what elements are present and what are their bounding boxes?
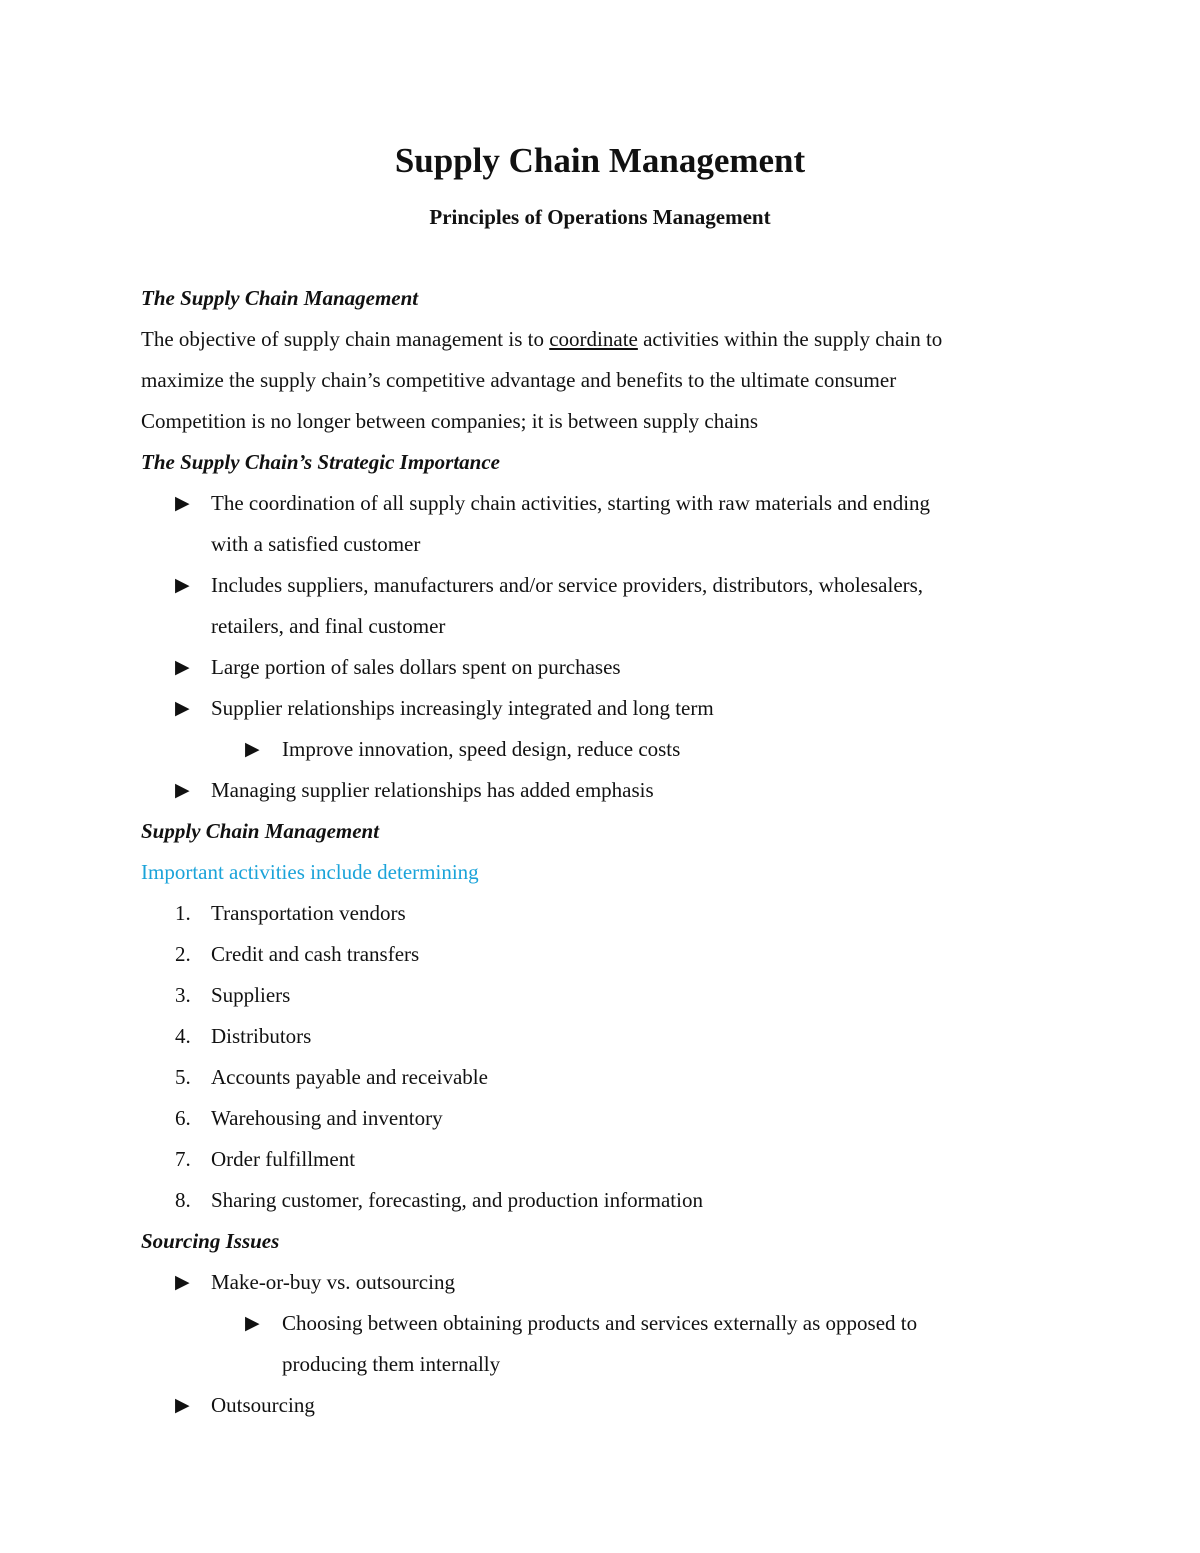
paragraph-objective (141, 319, 1071, 360)
list-text: Suppliers (211, 983, 291, 1007)
section-heading-sourcing-issues: Sourcing Issues (141, 1229, 280, 1253)
sub-bullet-item-cont: producing them internally (282, 1352, 501, 1376)
section-heading-supply-chain-management: The Supply Chain Management (141, 286, 419, 310)
bullet-text: Managing supplier relationships has added emphasis (211, 778, 654, 802)
sub-bullet-item (141, 1303, 1071, 1344)
bullet-arrow-icon: ▶ (245, 1313, 260, 1334)
list-number: 7. (175, 1147, 191, 1171)
bullet-item-cont: with a satisfied customer (211, 532, 421, 556)
paragraph-text: The objective of supply chain management is to (141, 327, 550, 351)
bullet-item (141, 1385, 1071, 1426)
list-item (141, 1016, 1071, 1057)
bullet-item-cont: retailers, and final customer (211, 614, 446, 638)
document-subtitle: Principles of Operations Management (429, 205, 771, 229)
bullet-arrow-icon: ▶ (175, 1272, 190, 1293)
list-text: Accounts payable and receivable (211, 1065, 488, 1089)
bullet-text: Large portion of sales dollars spent on purchases (211, 655, 621, 679)
bullet-text: Includes suppliers, manufacturers and/or service providers, distributors, wholesalers, (211, 573, 924, 597)
list-text: Warehousing and inventory (211, 1106, 443, 1130)
list-item (141, 1180, 1071, 1221)
bullet-arrow-icon: ▶ (175, 780, 190, 801)
document-title: Supply Chain Management (394, 141, 806, 180)
list-number: 3. (175, 983, 191, 1007)
bullet-text: Make-or-buy vs. outsourcing (211, 1270, 455, 1294)
list-item (141, 1139, 1071, 1180)
bullet-item (141, 647, 1071, 688)
list-text: Distributors (211, 1024, 312, 1048)
bullet-text: The coordination of all supply chain activities, starting with raw materials and ending (211, 491, 931, 515)
list-item (141, 934, 1071, 975)
paragraph-objective-cont: maximize the supply chain’s competitive advantage and benefits to the ultimate consumer (141, 368, 897, 392)
underlined-word: coordinate (549, 327, 638, 351)
list-item (141, 1057, 1071, 1098)
bullet-text: Improve innovation, speed design, reduce costs (282, 737, 681, 761)
bullet-item (141, 565, 1071, 606)
list-number: 4. (175, 1024, 191, 1048)
document-body (141, 278, 1071, 1426)
list-number: 8. (175, 1188, 191, 1212)
paragraph-text: activities within the supply chain to (637, 327, 943, 351)
bullet-text: Supplier relationships increasingly integrated and long term (211, 696, 714, 720)
bullet-arrow-icon: ▶ (175, 493, 190, 514)
list-text: Credit and cash transfers (211, 942, 420, 966)
list-number: 6. (175, 1106, 191, 1130)
sub-bullet-item (141, 729, 1071, 770)
list-item (141, 893, 1071, 934)
bullet-item (141, 483, 1071, 524)
bullet-text: Choosing between obtaining products and services externally as opposed to (282, 1311, 918, 1335)
list-number: 5. (175, 1065, 191, 1089)
bullet-item (141, 1262, 1071, 1303)
bullet-arrow-icon: ▶ (175, 657, 190, 678)
bullet-arrow-icon: ▶ (245, 739, 260, 760)
list-text: Sharing customer, forecasting, and production information (211, 1188, 703, 1212)
list-text: Order fulfillment (211, 1147, 356, 1171)
section-heading-strategic-importance: The Supply Chain’s Strategic Importance (141, 450, 500, 474)
list-number: 1. (175, 901, 191, 925)
bullet-arrow-icon: ▶ (175, 575, 190, 596)
section-heading-scm-activities: Supply Chain Management (141, 819, 380, 843)
list-number: 2. (175, 942, 191, 966)
list-item (141, 1098, 1071, 1139)
list-text: Transportation vendors (211, 901, 406, 925)
bullet-item (141, 770, 1071, 811)
paragraph-competition: Competition is no longer between companies; it is between supply chains (141, 409, 759, 433)
list-item (141, 975, 1071, 1016)
bullet-text: Outsourcing (211, 1393, 315, 1417)
bullet-arrow-icon: ▶ (175, 1395, 190, 1416)
activities-intro: Important activities include determining (141, 860, 479, 884)
bullet-arrow-icon: ▶ (175, 698, 190, 719)
bullet-item (141, 688, 1071, 729)
